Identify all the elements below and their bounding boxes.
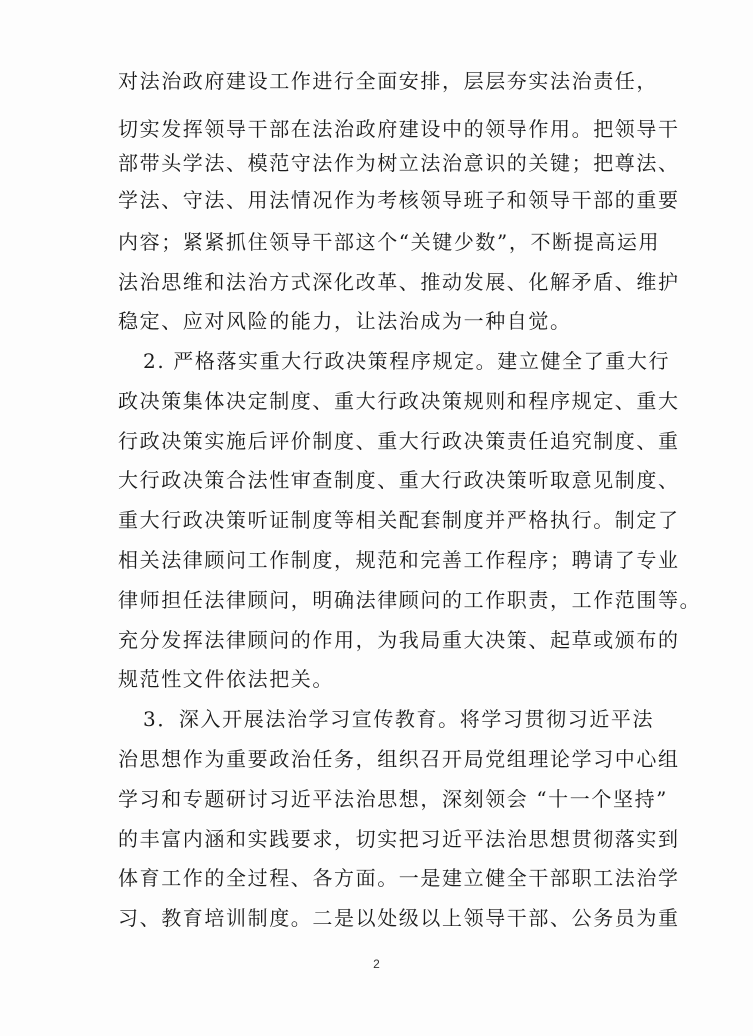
paragraph-heading-2: 2. 严格落实重大行政决策程序规定。建立健全了重大行: [143, 349, 671, 373]
text-line: 律师担任法律顾问，明确法律顾问的工作职责，工作范围等。: [118, 588, 702, 612]
text-line: 行政决策实施后评价制度、重大行政决策责任追究制度、重: [118, 429, 680, 453]
text-line: 大行政决策合法性审查制度、重大行政决策听取意见制度、: [118, 468, 680, 492]
text-line: 的丰富内涵和实践要求，切实把习近平法治思想贯彻落实到: [118, 827, 680, 851]
text-line: 政决策集体决定制度、重大行政决策规则和程序规定、重大: [118, 389, 680, 413]
text-line: 重大行政决策听证制度等相关配套制度并严格执行。制定了: [118, 508, 680, 532]
page-number: 2: [373, 957, 380, 971]
text-line: 学习和专题研讨习近平法治思想，深刻领会 “十一个坚持”: [118, 787, 669, 811]
text-line: 习、教育培训制度。二是以处级以上领导干部、公务员为重: [118, 906, 680, 930]
text-line: 部带头学法、模范守法作为树立法治意识的关键；把尊法、: [118, 151, 680, 175]
text-line: 充分发挥法律顾问的作用，为我局重大决策、起草或颁布的: [118, 628, 680, 652]
text-line: 治思想作为重要政治任务，组织召开局党组理论学习中心组: [118, 747, 680, 771]
text-line: 内容；紧紧抓住领导干部这个“关键少数”，不断提高运用: [118, 230, 661, 254]
text-line: 稳定、应对风险的能力，让法治成为一种自觉。: [118, 309, 572, 333]
text-line: 学法、守法、用法情况作为考核领导班子和领导干部的重要: [118, 188, 680, 212]
text-line: 规范性文件依法把关。: [118, 667, 334, 691]
paragraph-heading-3: 3．深入开展法治学习宣传教育。将学习贯彻习近平法: [143, 707, 655, 731]
text-line: 切实发挥领导干部在法治政府建设中的领导作用。把领导干: [118, 117, 680, 141]
text-line: 相关法律顾问工作制度，规范和完善工作程序；聘请了专业: [118, 548, 680, 572]
text-line: 对法治政府建设工作进行全面安排，层层夯实法治责任，: [118, 69, 658, 93]
text-line: 法治思维和法治方式深化改革、推动发展、化解矛盾、维护: [118, 270, 680, 294]
text-line: 体育工作的全过程、各方面。一是建立健全干部职工法治学: [118, 866, 680, 890]
